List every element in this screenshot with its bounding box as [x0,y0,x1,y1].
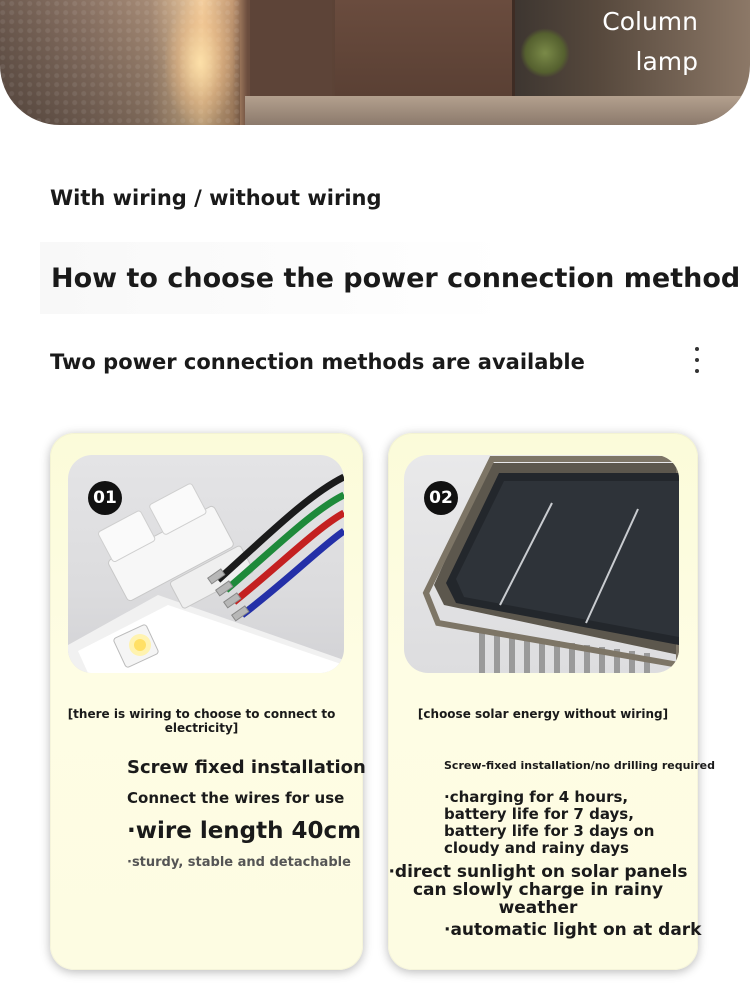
option-number-badge: 01 [88,481,122,515]
wired-option-card [50,433,366,970]
wood-door [335,0,515,96]
hero-title-line1: Column [602,7,698,36]
solar-option-label: [choose solar energy without wiring] [417,707,669,721]
feature-sturdy: ·sturdy, stable and detachable [127,855,351,870]
hero-title [602,2,698,82]
solar-panel-photo [404,455,679,673]
feature-screw-install: Screw fixed installation [127,757,366,778]
feature-auto-light: ·automatic light on at dark [444,920,702,940]
column-lamp-glow [165,0,235,125]
feature-sunlight-charge: ·direct sunlight on solar panels can slowly charge in rainy weather [388,862,688,918]
hero-banner-image [0,0,750,125]
wood-panel [250,0,332,96]
plant [520,28,570,78]
solar-option-card [388,433,715,970]
sub-heading: With wiring / without wiring [50,186,382,210]
option-number-badge: 02 [424,481,458,515]
hero-title-line2: lamp [635,47,698,76]
wire-connector-photo [68,455,344,673]
wired-option-label: [there is wiring to choose to connect to electricity] [67,707,336,735]
more-vertical-icon[interactable] [686,343,708,377]
stone-ledge [245,96,745,125]
feature-no-drilling: Screw-fixed installation/no drilling required [444,759,715,772]
feature-wire-length: ·wire length 40cm [127,818,362,844]
intro-text: Two power connection methods are available [50,350,585,374]
page-title: How to choose the power connection method [51,263,741,294]
feature-connect-wires: Connect the wires for use [127,789,345,807]
feature-battery-life: ·charging for 4 hours, battery life for 7 days, battery life for 3 days on cloudy and rainy days [444,788,655,857]
